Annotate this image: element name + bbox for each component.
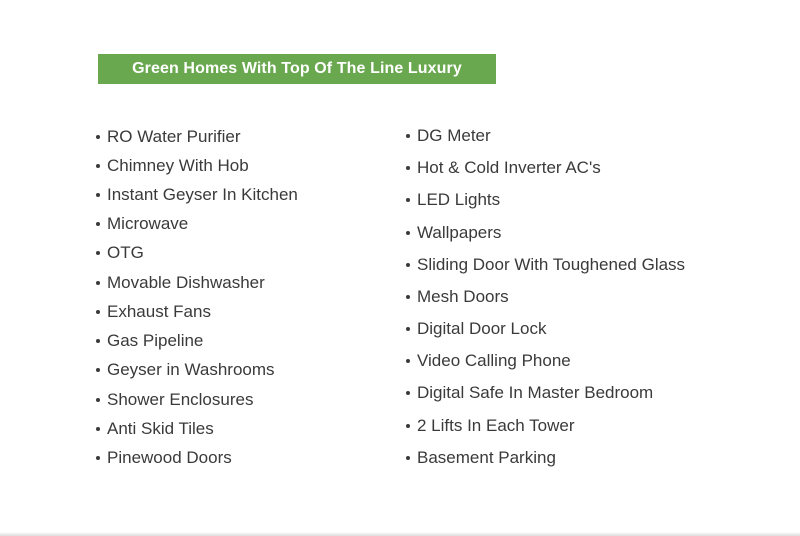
section-title-banner <box>98 54 496 84</box>
list-item: Instant Geyser In Kitchen <box>96 185 298 205</box>
bullet-icon <box>96 310 100 314</box>
list-item: Gas Pipeline <box>96 331 203 351</box>
list-item: Geyser in Washrooms <box>96 360 275 380</box>
bullet-icon <box>406 327 410 331</box>
bullet-icon <box>406 359 410 363</box>
bullet-icon <box>406 134 410 138</box>
bullet-icon <box>96 164 100 168</box>
list-item: 2 Lifts In Each Tower <box>406 416 575 436</box>
bullet-icon <box>96 368 100 372</box>
bullet-icon <box>96 135 100 139</box>
list-item: OTG <box>96 243 144 263</box>
list-item: Video Calling Phone <box>406 351 571 371</box>
list-item: Wallpapers <box>406 223 501 243</box>
list-item: LED Lights <box>406 190 500 210</box>
list-item: Microwave <box>96 214 188 234</box>
bullet-icon <box>406 166 410 170</box>
section-title: Green Homes With Top Of The Line Luxury <box>132 60 462 77</box>
bullet-icon <box>406 263 410 267</box>
bullet-icon <box>406 456 410 460</box>
list-item: Mesh Doors <box>406 287 509 307</box>
bullet-icon <box>96 398 100 402</box>
bullet-icon <box>96 193 100 197</box>
bullet-icon <box>96 427 100 431</box>
bullet-icon <box>96 456 100 460</box>
list-item: Exhaust Fans <box>96 302 211 322</box>
list-item: Shower Enclosures <box>96 390 253 410</box>
list-item: Chimney With Hob <box>96 156 249 176</box>
list-item: Digital Door Lock <box>406 319 546 339</box>
bullet-icon <box>96 222 100 226</box>
bullet-icon <box>406 198 410 202</box>
bullet-icon <box>96 281 100 285</box>
list-item: DG Meter <box>406 126 491 146</box>
list-item: Movable Dishwasher <box>96 273 265 293</box>
bullet-icon <box>96 251 100 255</box>
bullet-icon <box>406 231 410 235</box>
list-item: Anti Skid Tiles <box>96 419 214 439</box>
list-item: Hot & Cold Inverter AC's <box>406 158 601 178</box>
list-item: Basement Parking <box>406 448 556 468</box>
list-item: Digital Safe In Master Bedroom <box>406 383 653 403</box>
list-item: RO Water Purifier <box>96 127 241 147</box>
list-item: Pinewood Doors <box>96 448 232 468</box>
bullet-icon <box>406 391 410 395</box>
bottom-divider <box>0 532 800 536</box>
bullet-icon <box>96 339 100 343</box>
bullet-icon <box>406 424 410 428</box>
bullet-icon <box>406 295 410 299</box>
list-item: Sliding Door With Toughened Glass <box>406 255 685 275</box>
